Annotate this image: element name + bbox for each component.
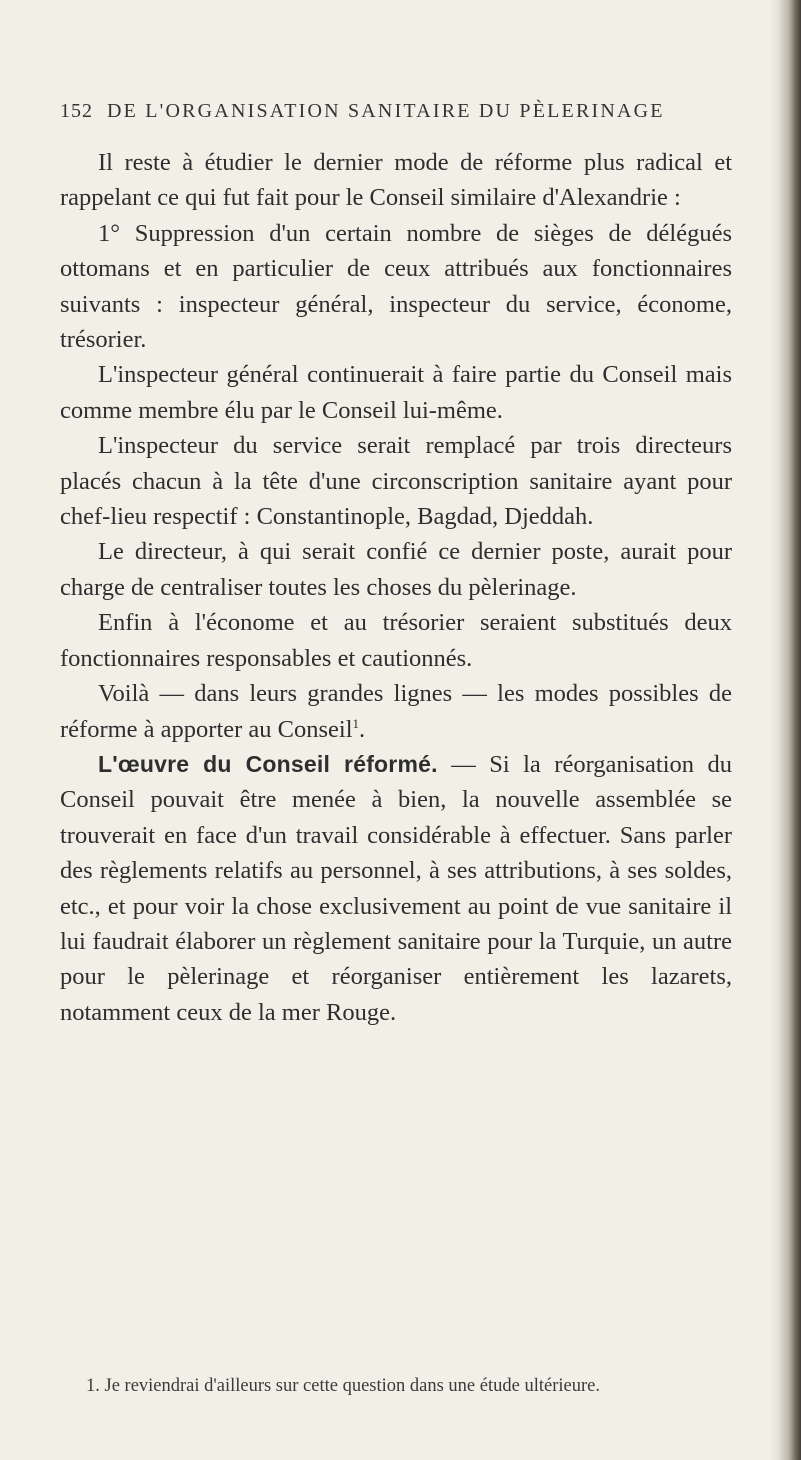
running-header [60,100,740,123]
paragraph-intro: Il reste à étudier le dernier mode de réforme plus radical et rappelant ce qui fut fait pour le Conseil similaire d'Alexandrie : [60,149,732,212]
paragraph-oeuvre [60,747,732,1030]
page-number: 152 [60,100,93,122]
paragraph-inspecteur-general: L'inspecteur général continuerait à faire partie du Conseil mais comme membre élu par le Conseil lui-même. [60,361,732,424]
footnote-reference[interactable]: 1 [352,715,360,731]
paragraph-suppression: 1° Suppression d'un certain nombre de sièges de délégués ottomans et en particulier de ceux attribués aux fonctionnaires suivants : inspecteur général, inspecteur du service, économe, trésorier. [60,219,732,354]
running-title: DE L'ORGANISATION SANITAIRE DU PÈLERINAGE [107,100,665,122]
paragraph-directeur: Le directeur, à qui serait confié ce dernier poste, aurait pour charge de centraliser toutes les choses du pèlerinage. [60,538,732,601]
section-heading: L'œuvre du Conseil réformé. [98,750,438,777]
paragraph-econome: Enfin à l'économe et au trésorier seraient substitués deux fonctionnaires responsables et cautionnés. [60,609,732,672]
footnote: 1. Je reviendrai d'ailleurs sur cette question dans une étude ultérieure. [86,1376,600,1396]
paragraph-inspecteur-service: L'inspecteur du service serait remplacé par trois directeurs placés chacun à la tête d'une circonscription sanitaire ayant pour chef-lieu respectif : Constantinople, Bagdad, Djeddah. [60,432,732,531]
paragraph-voila: Voilà — dans leurs grandes lignes — les modes possibles de réforme à apporter au Conseil$^1$. [60,680,732,743]
page-edge [779,0,801,1460]
section-text: — Si la réorganisation du Conseil pouvait être menée à bien, la nouvelle assemblée se trouverait en face d'un travail considérable à effectuer. Sans parler des règlements relatifs au personnel, à ses attributions, à ses soldes, etc., et pour voir la chose exclusivement au point de vue sanitaire il lui faudrait élaborer un règlement sanitaire pour la Turquie, un autre pour le pèlerinage et réorganiser entièrement les lazarets, notamment ceux de la mer Rouge. [60,750,732,1026]
paragraph-voila-text: Voilà — dans leurs grandes lignes — les modes possibles de réforme à apporter au Conseil [60,680,732,743]
body-text [60,145,732,1030]
page-gutter-shadow [769,0,779,1460]
